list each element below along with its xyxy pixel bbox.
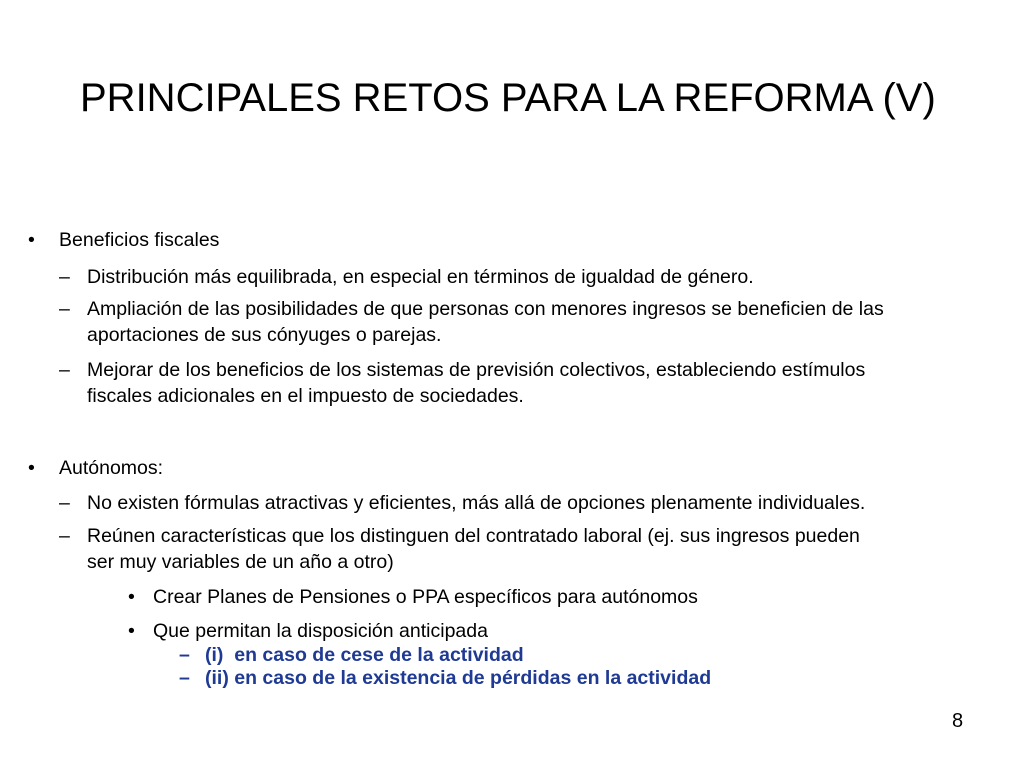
dash-item-text: Reúnen características que los distinguen del contratado laboral (ej. sus ingresos pueden — [87, 525, 860, 547]
dash-marker: – — [59, 525, 70, 547]
dash-marker: – — [59, 298, 70, 320]
sub-bullet-marker: • — [128, 620, 135, 642]
page-number: 8 — [952, 710, 964, 732]
dash-item-text: No existen fórmulas atractivas y eficientes, más allá de opciones plenamente individuales. — [87, 492, 866, 514]
slide-title: PRINCIPALES RETOS PARA LA REFORMA (V) — [80, 76, 936, 120]
dash-marker: – — [179, 644, 190, 666]
sub-bullet-text: Crear Planes de Pensiones o PPA específicos para autónomos — [153, 586, 698, 608]
section-heading: Beneficios fiscales — [59, 229, 220, 251]
dash-item-text: Distribución más equilibrada, en especial en términos de igualdad de género. — [87, 266, 754, 288]
dash-marker: – — [59, 266, 70, 288]
dash-item-text: Mejorar de los beneficios de los sistemas de previsión colectivos, estableciendo estímulos — [87, 359, 866, 381]
highlighted-text: (ii) en caso de la existencia de pérdidas en la actividad — [205, 667, 712, 689]
sub-bullet-marker: • — [128, 586, 135, 608]
dash-item-text: ser muy variables de un año a otro) — [87, 551, 394, 573]
dash-marker: – — [59, 359, 70, 381]
sub-bullet-text: Que permitan la disposición anticipada — [153, 620, 488, 642]
bullet-marker: • — [28, 229, 35, 251]
dash-item-text: Ampliación de las posibilidades de que personas con menores ingresos se beneficien de las — [87, 298, 884, 320]
highlighted-text: (i) en caso de cese de la actividad — [205, 644, 524, 666]
dash-item-text: aportaciones de sus cónyuges o parejas. — [87, 324, 442, 346]
section-heading: Autónomos: — [59, 457, 164, 479]
dash-marker: – — [59, 492, 70, 514]
dash-item-text: fiscales adicionales en el impuesto de sociedades. — [87, 385, 524, 407]
bullet-marker: • — [28, 457, 35, 479]
dash-marker: – — [179, 667, 190, 689]
